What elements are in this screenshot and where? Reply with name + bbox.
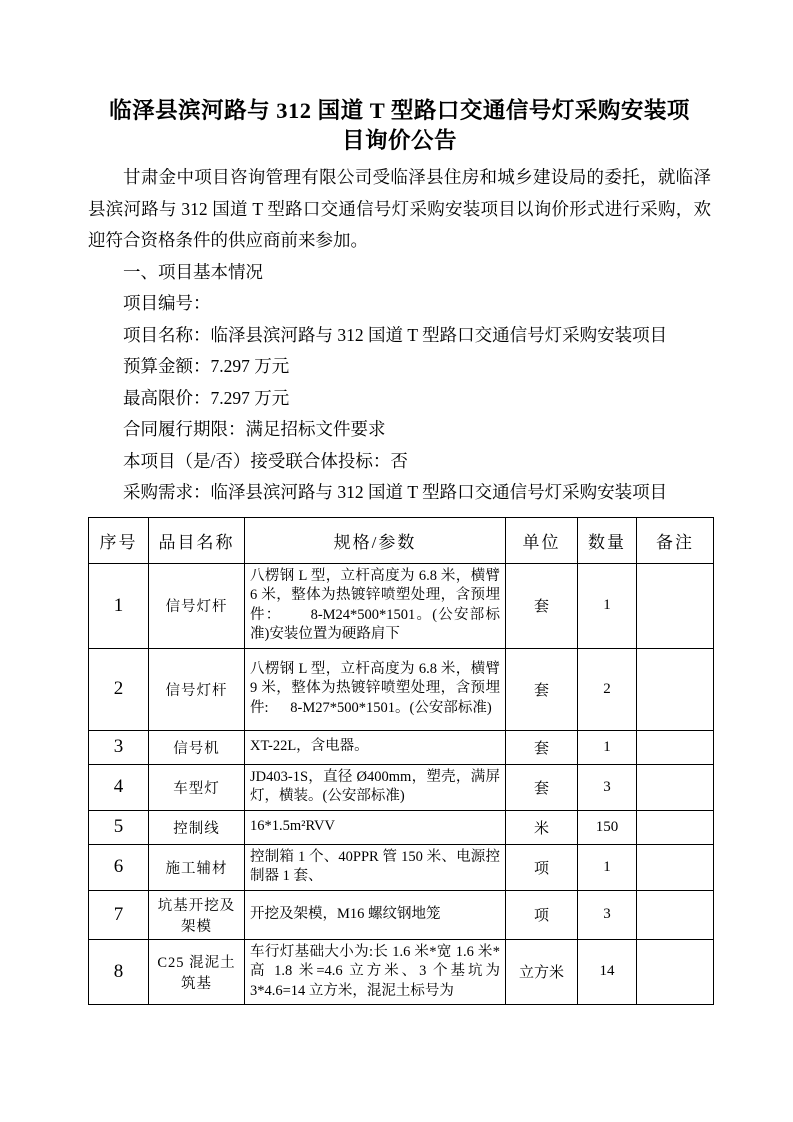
table-row bbox=[89, 764, 714, 810]
table-row bbox=[89, 890, 714, 939]
cell-item-name: 信号灯杆 bbox=[149, 563, 245, 648]
cell-item-name: 信号灯杆 bbox=[149, 648, 245, 730]
cell-unit: 套 bbox=[506, 648, 578, 730]
cell-spec: 车行灯基础大小为:长 1.6 米*宽 1.6 米*高 1.8 米=4.6 立方米、3 个基坑为 3*4.6=14 立方米，混泥土标号为 bbox=[245, 939, 506, 1005]
cell-qty: 1 bbox=[578, 730, 637, 764]
cell-spec: 开挖及架模，M16 螺纹钢地笼 bbox=[245, 890, 506, 939]
cell-seq: 8 bbox=[89, 939, 149, 1005]
cell-qty: 14 bbox=[578, 939, 637, 1005]
items-table bbox=[88, 517, 714, 1006]
intro-paragraph: 甘肃金中项目咨询管理有限公司受临泽县住房和城乡建设局的委托，就临泽县滨河路与 312 国道 T 型路口交通信号灯采购安装项目以询价形式进行采购，欢迎符合资格条件的供应商前来参加。 bbox=[88, 167, 711, 250]
cell-item-name: 施工辅材 bbox=[149, 844, 245, 890]
cell-note bbox=[637, 890, 714, 939]
cell-unit: 立方米 bbox=[506, 939, 578, 1005]
cell-spec: 16*1.5m²RVV bbox=[245, 810, 506, 844]
cell-seq: 5 bbox=[89, 810, 149, 844]
cell-spec: JD403-1S，直径 Ø400mm，塑壳，满屏灯，横装。(公安部标准) bbox=[245, 764, 506, 810]
cell-qty: 150 bbox=[578, 810, 637, 844]
table-row bbox=[89, 730, 714, 764]
table-row bbox=[89, 563, 714, 648]
cell-seq: 6 bbox=[89, 844, 149, 890]
col-header-item-name: 品目名称 bbox=[149, 517, 245, 563]
cell-qty: 3 bbox=[578, 890, 637, 939]
table-row bbox=[89, 810, 714, 844]
cell-item-name: 车型灯 bbox=[149, 764, 245, 810]
cell-item-name: 控制线 bbox=[149, 810, 245, 844]
table-header-row bbox=[89, 517, 714, 563]
cell-note bbox=[637, 730, 714, 764]
field-project-name: 项目名称：临泽县滨河路与 312 国道 T 型路口交通信号灯采购安装项目 bbox=[123, 324, 668, 345]
cell-unit: 套 bbox=[506, 563, 578, 648]
field-max-price: 最高限价：7.297 万元 bbox=[123, 387, 290, 408]
cell-spec: XT-22L，含电器。 bbox=[245, 730, 506, 764]
cell-qty: 1 bbox=[578, 844, 637, 890]
cell-note bbox=[637, 563, 714, 648]
field-contract-period: 合同履行期限：满足招标文件要求 bbox=[123, 419, 386, 439]
col-header-qty: 数量 bbox=[578, 517, 637, 563]
cell-unit: 套 bbox=[506, 764, 578, 810]
cell-qty: 2 bbox=[578, 648, 637, 730]
cell-note bbox=[637, 810, 714, 844]
field-consortium-bid: 本项目（是/否）接受联合体投标：否 bbox=[123, 450, 408, 471]
col-header-note: 备注 bbox=[637, 517, 714, 563]
cell-seq: 1 bbox=[89, 563, 149, 648]
cell-qty: 1 bbox=[578, 563, 637, 648]
field-budget-amount: 预算金额：7.297 万元 bbox=[123, 356, 290, 376]
cell-spec: 控制箱 1 个、40PPR 管 150 米、电源控制器 1 套、 bbox=[245, 844, 506, 890]
cell-note bbox=[637, 939, 714, 1005]
cell-unit: 项 bbox=[506, 890, 578, 939]
field-project-number: 项目编号： bbox=[123, 293, 211, 313]
cell-unit: 米 bbox=[506, 810, 578, 844]
cell-unit: 项 bbox=[506, 844, 578, 890]
document-title: 临泽县滨河路与 312 国道 T 型路口交通信号灯采购安装项目询价公告 bbox=[109, 98, 690, 153]
cell-item-name: 信号机 bbox=[149, 730, 245, 764]
cell-spec: 八楞钢 L 型，立杆高度为 6.8 米，横臂 6 米，整体为热镀锌喷塑处理，含预埋件： 8-M24*500*1501。(公安部标准)安装位置为硬路肩下 bbox=[245, 563, 506, 648]
cell-note bbox=[637, 764, 714, 810]
cell-seq: 7 bbox=[89, 890, 149, 939]
cell-note bbox=[637, 844, 714, 890]
col-header-seq: 序号 bbox=[89, 517, 149, 563]
cell-qty: 3 bbox=[578, 764, 637, 810]
col-header-unit: 单位 bbox=[506, 517, 578, 563]
table-row bbox=[89, 648, 714, 730]
field-procurement-demand: 采购需求：临泽县滨河路与 312 国道 T 型路口交通信号灯采购安装项目 bbox=[123, 482, 668, 502]
cell-seq: 3 bbox=[89, 730, 149, 764]
cell-item-name: 坑基开挖及架模 bbox=[149, 890, 245, 939]
section-heading: 一、项目基本情况 bbox=[123, 261, 263, 282]
cell-seq: 4 bbox=[89, 764, 149, 810]
table-row bbox=[89, 939, 714, 1005]
cell-item-name: C25 混泥土筑基 bbox=[149, 939, 245, 1005]
cell-spec: 八楞钢 L 型，立杆高度为 6.8 米，横臂 9 米，整体为热镀锌喷塑处理，含预埋件: 8-M27*500*1501。(公安部标准) bbox=[245, 648, 506, 730]
cell-note bbox=[637, 648, 714, 730]
col-header-spec: 规格/参数 bbox=[245, 517, 506, 563]
cell-unit: 套 bbox=[506, 730, 578, 764]
table-row bbox=[89, 844, 714, 890]
cell-seq: 2 bbox=[89, 648, 149, 730]
